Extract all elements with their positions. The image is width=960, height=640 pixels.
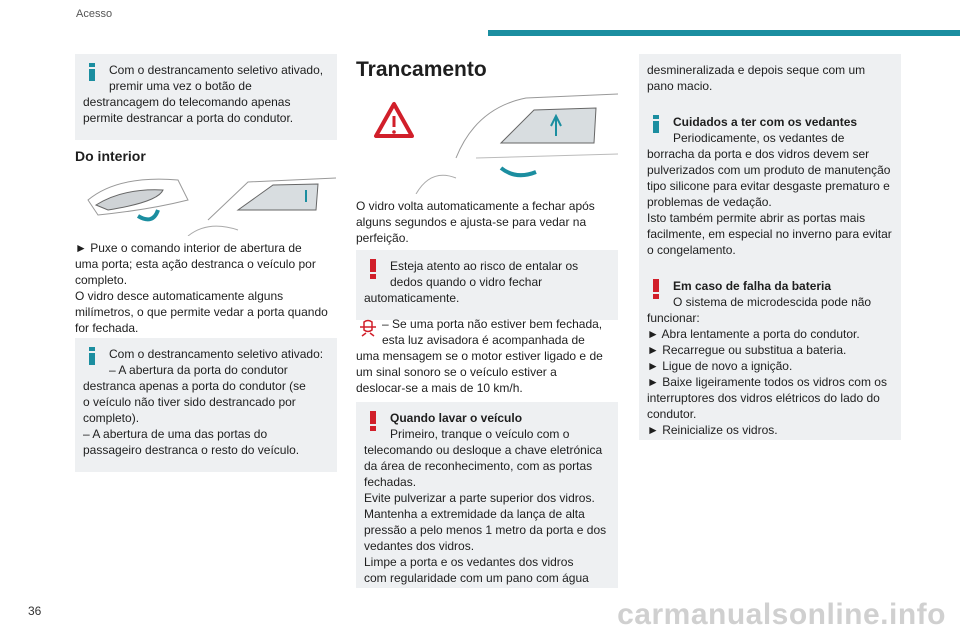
info-line: o veículo não tiver sido destrancado por bbox=[83, 395, 296, 409]
info-icon bbox=[89, 63, 95, 81]
info-box-selective-unlock bbox=[75, 54, 337, 140]
info-line: o congelamento. bbox=[647, 243, 736, 257]
para-line: alguns segundos e ajusta-se para vedar na bbox=[356, 215, 587, 229]
info-line: – A abertura de uma das portas do bbox=[83, 427, 268, 441]
info-line: Isto também permite abrir as portas mais bbox=[647, 211, 866, 225]
warning-box-battery bbox=[639, 270, 901, 440]
warn-line: Evite pulverizar a parte superior dos vidros. bbox=[364, 491, 595, 505]
warning-washing bbox=[356, 402, 618, 588]
warn-title: Em caso de falha da bateria bbox=[673, 279, 832, 293]
warning-battery bbox=[639, 270, 901, 440]
para-line: ► Puxe o comando interior de abertura de bbox=[75, 241, 302, 255]
info-title: Cuidados a ter com os vedantes bbox=[673, 115, 858, 129]
page-number: 36 bbox=[28, 604, 42, 618]
para-line: uma porta; esta ação destranca o veículo por bbox=[75, 257, 316, 271]
info-line: Com o destrancamento seletivo ativado, bbox=[109, 63, 324, 77]
warn-line: ► Abra lentamente a porta do condutor. bbox=[647, 327, 860, 341]
info-line: – A abertura da porta do condutor bbox=[109, 363, 288, 377]
info-line: problemas de vedação. bbox=[647, 195, 772, 209]
info-line: Periodicamente, os vedantes de bbox=[673, 131, 845, 145]
exclamation-icon bbox=[370, 259, 376, 279]
info-line: Com o destrancamento seletivo ativado: bbox=[109, 347, 324, 361]
info-line: destranca apenas a porta do condutor (se bbox=[83, 379, 306, 393]
column-1 bbox=[75, 54, 337, 140]
exclamation-icon bbox=[653, 279, 659, 299]
warn-line: interruptores dos vidros elétricos do lado do bbox=[647, 391, 880, 405]
interior-handle-illustration bbox=[78, 170, 336, 236]
para-line: for fechada. bbox=[75, 321, 139, 335]
warn-line: Limpe a porta e os vedantes dos vidros bbox=[364, 555, 574, 569]
open-door-warning-icon bbox=[358, 318, 378, 340]
warn-line: pressão a pelo menos 1 metro da porta e dos bbox=[364, 523, 607, 537]
cont-line: pano macio. bbox=[647, 79, 713, 93]
para-line: perfeição. bbox=[356, 231, 409, 245]
info-box-selective-interior bbox=[75, 338, 337, 472]
para-trancamento bbox=[356, 198, 618, 246]
alert-line: deslocar-se a mais de 10 km/h. bbox=[356, 381, 523, 395]
cont-line: desmineralizada e depois seque com um bbox=[647, 63, 866, 77]
continued-washing-box bbox=[639, 54, 901, 108]
info-line: facilmente, em especial no inverno para evitar bbox=[647, 227, 892, 241]
warn-line: dedos quando o vidro fechar bbox=[390, 275, 543, 289]
warn-line: Mantenha a extremidade da lança de alta bbox=[364, 507, 585, 521]
warn-line: condutor. bbox=[647, 407, 697, 421]
section-title: Acesso bbox=[76, 8, 113, 20]
info-line: tipo silicone para evitar desgaste prematuro e bbox=[647, 179, 890, 193]
para-interior bbox=[75, 240, 337, 336]
warn-line: telecomando ou desloque a chave eletrónica bbox=[364, 443, 603, 457]
para-line: O vidro volta automaticamente a fechar após bbox=[356, 199, 595, 213]
warn-line: da área de reconhecimento, com as portas bbox=[364, 459, 593, 473]
warn-line: com regularidade com um pano com água bbox=[364, 571, 589, 585]
warn-line: Esteja atento ao risco de entalar os bbox=[390, 259, 579, 273]
continued-box bbox=[639, 54, 901, 108]
warning-box-pinch bbox=[356, 250, 618, 320]
warn-line: ► Recarregue ou substitua a bateria. bbox=[647, 343, 847, 357]
info-line: passageiro destranca o resto do veículo. bbox=[83, 443, 300, 457]
info-line: borracha da porta e dos vidros devem ser bbox=[647, 147, 870, 161]
info-line: permite destrancar a porta do condutor. bbox=[83, 111, 294, 125]
info-seals bbox=[639, 106, 901, 272]
para-line: O vidro desce automaticamente alguns bbox=[75, 289, 284, 303]
warn-line: vedantes dos vidros. bbox=[364, 539, 475, 553]
warn-line: fechadas. bbox=[364, 475, 417, 489]
column-1-info2 bbox=[75, 338, 337, 472]
heading-trancamento: Trancamento bbox=[356, 58, 487, 81]
warn-line: ► Baixe ligeiramente todos os vidros com os bbox=[647, 375, 887, 389]
warn-line: O sistema de microdescida pode não bbox=[673, 295, 872, 309]
window-closing-illustration bbox=[356, 88, 618, 194]
warning-pinch bbox=[356, 250, 618, 320]
heading-do-interior: Do interior bbox=[75, 148, 146, 164]
info-line: completo). bbox=[83, 411, 140, 425]
info-line: premir uma vez o botão de bbox=[109, 79, 252, 93]
info-line: destrancagem do telecomando apenas bbox=[83, 95, 291, 109]
header-accent-bar bbox=[488, 30, 960, 36]
warn-line: ► Ligue de novo a ignição. bbox=[647, 359, 793, 373]
info-icon bbox=[89, 347, 95, 365]
warn-line: Primeiro, tranque o veículo com o bbox=[390, 427, 570, 441]
exclamation-icon bbox=[370, 411, 376, 431]
door-alert-text bbox=[356, 316, 618, 396]
warn-line: ► Reinicialize os vidros. bbox=[647, 423, 778, 437]
para-line: completo. bbox=[75, 273, 128, 287]
warn-line: automaticamente. bbox=[364, 291, 460, 305]
warn-title: Quando lavar o veículo bbox=[390, 411, 523, 425]
info-icon bbox=[653, 115, 659, 133]
watermark: carmanualsonline.info bbox=[617, 598, 946, 631]
info-line: pulverizados com um produto de manutenção bbox=[647, 163, 891, 177]
alert-line: um sinal sonoro se o veículo estiver a bbox=[356, 365, 557, 379]
alert-line: – Se uma porta não estiver bem fechada, bbox=[382, 317, 603, 331]
warn-line: funcionar: bbox=[647, 311, 700, 325]
warning-box-washing bbox=[356, 402, 618, 588]
alert-line: esta luz avisadora é acompanhada de bbox=[382, 333, 585, 347]
info-box-seals bbox=[639, 106, 901, 272]
alert-line: uma mensagem se o motor estiver ligado e de bbox=[356, 349, 603, 363]
para-line: milímetros, o que permite vedar a porta quando bbox=[75, 305, 328, 319]
